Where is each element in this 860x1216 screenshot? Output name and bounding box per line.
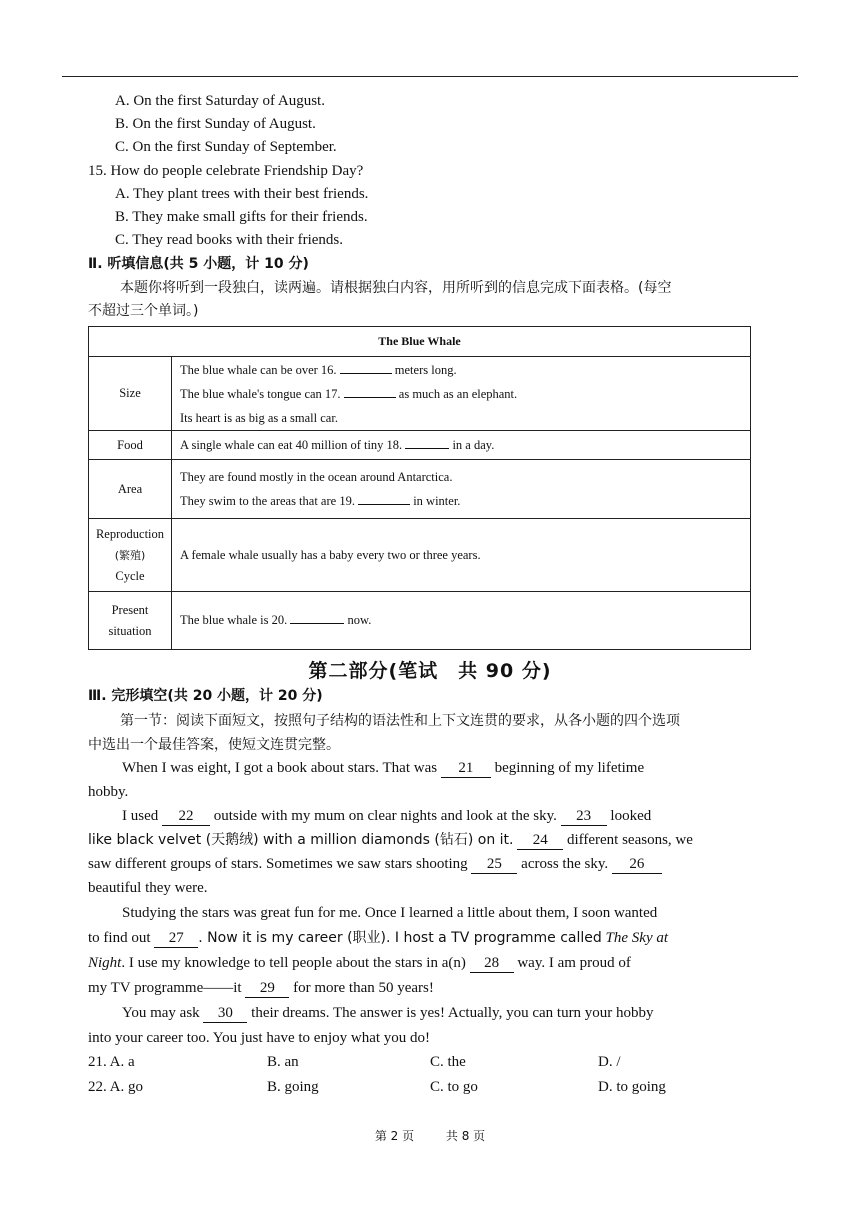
area-cell bbox=[172, 460, 751, 519]
reproduction-cell: A female whale usually has a baby every two or three years. bbox=[172, 519, 751, 592]
option-a: A. On the first Saturday of August. bbox=[115, 93, 325, 109]
text: looked bbox=[610, 808, 652, 824]
text: . I use my knowledge to tell people about the stars in a(n) bbox=[121, 955, 466, 971]
question-15-stem: 15. How do people celebrate Friendship Day? bbox=[88, 163, 364, 179]
text: my TV programme——it bbox=[88, 980, 242, 996]
size-line-1-end: meters long. bbox=[394, 362, 457, 377]
passage-p4-line2: into your career too. You just have to enjoy what you do! bbox=[88, 1030, 431, 1046]
text: You may ask bbox=[122, 1005, 200, 1021]
present-label bbox=[89, 592, 172, 650]
blank-26[interactable]: 26 bbox=[612, 856, 662, 874]
blank-16[interactable] bbox=[340, 373, 392, 374]
present-cell bbox=[172, 592, 751, 650]
blank-20[interactable] bbox=[290, 623, 344, 624]
size-line-1: The blue whale can be over 16. bbox=[180, 362, 337, 377]
top-rule bbox=[62, 76, 798, 77]
page-footer bbox=[0, 1127, 860, 1144]
area-line-2: They swim to the areas that are 19. bbox=[180, 494, 355, 508]
blank-27[interactable]: 27 bbox=[154, 930, 198, 948]
text: . Now it is my career (职业). I host a TV programme called bbox=[198, 930, 602, 946]
q22-option-b[interactable]: B. going bbox=[267, 1079, 319, 1095]
section-3-heading: Ⅲ. 完形填空(共 20 小题，计 20 分) bbox=[88, 688, 323, 704]
reproduction-label-1: Reproduction bbox=[95, 526, 165, 541]
size-line-3: Its heart is as big as a small car. bbox=[180, 410, 338, 425]
section-3-instruction-1: 第一节：阅读下面短文，按照句子结构的语法性和上下文连贯的要求，从各小题的四个选项 bbox=[120, 713, 680, 729]
text: their dreams. The answer is yes! Actually, you can turn your hobby bbox=[251, 1005, 654, 1021]
area-line-1: They are found mostly in the ocean around Antarctica. bbox=[180, 470, 453, 484]
text: for more than 50 years! bbox=[293, 980, 434, 996]
blank-19[interactable] bbox=[358, 504, 410, 505]
passage-p2-line2 bbox=[88, 830, 693, 850]
text: beginning of my lifetime bbox=[494, 760, 645, 776]
q21-option-d[interactable]: D. / bbox=[598, 1054, 621, 1070]
size-line-2-end: as much as an elephant. bbox=[398, 386, 518, 401]
q21-option-c[interactable]: C. the bbox=[430, 1054, 466, 1070]
present-label-2: situation bbox=[108, 623, 152, 638]
q21-option-a[interactable]: 21. A. a bbox=[88, 1054, 135, 1070]
text: to find out bbox=[88, 930, 151, 946]
passage-p1-line2: hobby. bbox=[88, 784, 129, 800]
area-label: Area bbox=[89, 460, 172, 519]
passage-p4-line1 bbox=[122, 1003, 654, 1023]
text: way. I am proud of bbox=[517, 955, 631, 971]
text: across the sky. bbox=[521, 856, 609, 872]
blank-29[interactable]: 29 bbox=[245, 980, 289, 998]
food-cell bbox=[172, 431, 751, 460]
blank-25[interactable]: 25 bbox=[471, 856, 517, 874]
passage-p2-line4: beautiful they were. bbox=[88, 880, 208, 896]
section-2-instruction-2: 不超过三个单词。) bbox=[88, 303, 199, 319]
text: saw different groups of stars. Sometimes we saw stars shooting bbox=[88, 856, 468, 872]
blank-28[interactable]: 28 bbox=[470, 955, 514, 973]
text: I used bbox=[122, 808, 159, 824]
question-15-option-b: B. They make small gifts for their friends. bbox=[115, 209, 368, 225]
text: outside with my mum on clear nights and look at the sky. bbox=[213, 808, 557, 824]
question-15-option-c: C. They read books with their friends. bbox=[115, 232, 344, 248]
programme-title-end: Night bbox=[88, 955, 122, 971]
blank-30[interactable]: 30 bbox=[203, 1005, 247, 1023]
passage-p2-line3 bbox=[88, 854, 662, 874]
blank-17[interactable] bbox=[344, 397, 396, 398]
blank-23[interactable]: 23 bbox=[561, 808, 607, 826]
reproduction-label-2: (繁殖) bbox=[114, 548, 146, 562]
food-line-end: in a day. bbox=[452, 437, 495, 452]
option-c: C. On the first Sunday of September. bbox=[115, 139, 337, 155]
table-title: The Blue Whale bbox=[89, 327, 751, 357]
option-b: B. On the first Sunday of August. bbox=[115, 116, 316, 132]
present-line-end: now. bbox=[347, 613, 372, 627]
size-cell bbox=[172, 357, 751, 431]
text: different seasons, we bbox=[566, 832, 693, 848]
blank-18[interactable] bbox=[405, 448, 449, 449]
section-2-instruction-1: 本题你将听到一段独白，读两遍。请根据独白内容，用所听到的信息完成下面表格。(每空 bbox=[120, 280, 672, 296]
blank-24[interactable]: 24 bbox=[517, 832, 563, 850]
page-number: 第 2 页 bbox=[374, 1129, 415, 1143]
size-label: Size bbox=[89, 357, 172, 431]
passage-p1-line1 bbox=[122, 758, 644, 778]
passage-p3-line1: Studying the stars was great fun for me. Once I learned a little about them, I soon wanted bbox=[122, 905, 658, 921]
section-2-heading: Ⅱ. 听填信息(共 5 小题，计 10 分) bbox=[88, 256, 309, 272]
q22-option-c[interactable]: C. to go bbox=[430, 1079, 478, 1095]
blank-22[interactable]: 22 bbox=[162, 808, 210, 826]
blue-whale-table bbox=[88, 326, 751, 650]
passage-p3-line2 bbox=[88, 928, 668, 948]
text: like black velvet (天鹅绒) with a million diamonds (钻石) on it. bbox=[88, 832, 514, 848]
reproduction-label-3: Cycle bbox=[115, 568, 145, 583]
present-label-1: Present bbox=[111, 602, 149, 617]
food-line: A single whale can eat 40 million of tiny 18. bbox=[180, 437, 403, 452]
passage-p3-line3 bbox=[88, 953, 631, 973]
programme-title: The Sky at bbox=[605, 930, 669, 946]
food-label: Food bbox=[89, 431, 172, 460]
reproduction-label bbox=[89, 519, 172, 592]
q22-option-a[interactable]: 22. A. go bbox=[88, 1079, 144, 1095]
passage-p2-line1 bbox=[122, 806, 651, 826]
blank-21[interactable]: 21 bbox=[441, 760, 491, 778]
q22-option-d[interactable]: D. to going bbox=[598, 1079, 666, 1095]
section-3-instruction-2: 中选出一个最佳答案，使短文连贯完整。 bbox=[88, 737, 340, 753]
area-line-2-end: in winter. bbox=[413, 494, 461, 508]
page-total: 共 8 页 bbox=[445, 1129, 486, 1143]
passage-p3-line4 bbox=[88, 978, 434, 998]
question-15-option-a: A. They plant trees with their best friends. bbox=[115, 186, 369, 202]
present-line: The blue whale is 20. bbox=[180, 613, 288, 627]
q21-option-b[interactable]: B. an bbox=[267, 1054, 299, 1070]
part-2-title: 第二部分(笔试 共 90 分) bbox=[308, 660, 552, 682]
text: When I was eight, I got a book about stars. That was bbox=[122, 760, 438, 776]
size-line-2: The blue whale's tongue can 17. bbox=[180, 386, 341, 401]
